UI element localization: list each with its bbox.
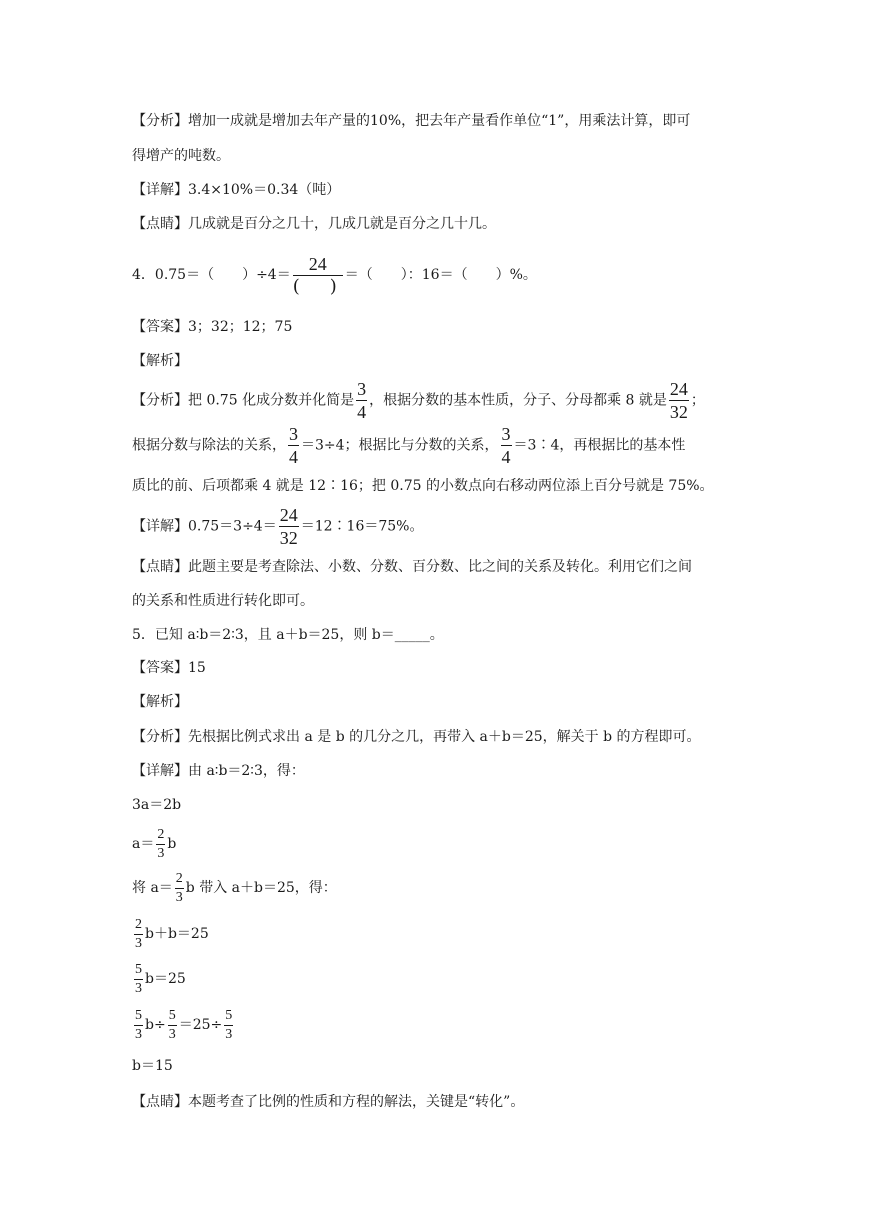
fraction-5-3: $\frac{5}{3}$ (168, 1007, 176, 1042)
q5-step-4: $\frac{2}{3}$ b＋b＝25 (135, 916, 209, 951)
fraction-2-3: $\frac{2}{3}$ (157, 826, 165, 861)
q4-analysis-line-2: 根据分数与除法的关系， $\frac{3}{4}$ ＝3÷4；根据比与分数的关系， $\frac{3}{4}$ ＝3∶4，再根据比的基本性 (132, 424, 686, 467)
fraction-24-32: $\frac{24}{32}$ (279, 505, 298, 548)
question-5-stem: 5．已知 a∶b＝2∶3，且 a＋b＝25，则 b＝_____。 (132, 627, 444, 643)
q5-jiexi: 【解析】 (132, 694, 188, 710)
fraction-24-over-blank: $\frac{24}{( )}$ (292, 253, 343, 297)
q5-step-6: $\frac{5}{3}$ b÷ $\frac{5}{3}$ ＝25÷ $\frac{5}{3}$ (135, 1007, 233, 1042)
fraction-2-3: $\frac{2}{3}$ (135, 916, 142, 951)
q5-tip: 【点睛】本题考查了比例的性质和方程的解法，关键是“转化”。 (132, 1094, 525, 1110)
tip-line: 【点睛】几成就是百分之几十，几成几就是百分之几十几。 (132, 216, 496, 232)
fraction-5-3: $\frac{5}{3}$ (225, 1007, 233, 1042)
q4-answer: 【答案】3；32；12；75 (132, 319, 293, 335)
q4-jiexi: 【解析】 (132, 353, 188, 369)
q4-analysis-line-1: 【分析】把 0.75 化成分数并化简是 $\frac{3}{4}$ ，根据分数的基本性质，分子、分母都乘 8 就是 $\frac{24}{32}$ ； (132, 379, 705, 422)
fraction-5-3: $\frac{5}{3}$ (135, 961, 142, 996)
fraction-3-4: $\frac{3}{4}$ (289, 424, 298, 467)
q5-analysis: 【分析】先根据比例式求出 a 是 b 的几分之几，再带入 a＋b＝25，解关于 b 的方程即可。 (132, 729, 701, 745)
detail-line: 【详解】3.4×10%＝0.34（吨） (132, 182, 341, 198)
question-4-stem: 4．0.75＝（ ）÷4＝ $\frac{24}{( )}$ ＝（ ）：16＝（ ）%。 (132, 253, 537, 297)
fraction-3-4: $\frac{3}{4}$ (501, 424, 511, 467)
q4-analysis-line-3: 质比的前、后项都乘 4 就是 12∶16；把 0.75 的小数点向右移动两位添上百分号就是 75%。 (132, 478, 714, 494)
q5-step-7: b＝15 (132, 1058, 173, 1074)
fraction-3-4: $\frac{3}{4}$ (357, 379, 367, 422)
q4-detail: 【详解】0.75＝3÷4＝ $\frac{24}{32}$ ＝12∶16＝75%。 (132, 505, 424, 548)
q4-tip-line-2: 的关系和性质进行转化即可。 (132, 593, 314, 609)
analysis-line-1: 【分析】增加一成就是增加去年产量的10%，把去年产量看作单位“1”，用乘法计算，即可 (132, 113, 691, 129)
q5-step-2: a＝ $\frac{2}{3}$ b (132, 826, 177, 861)
fraction-24-32: $\frac{24}{32}$ (669, 379, 688, 422)
analysis-line-2: 得增产的吨数。 (132, 148, 230, 164)
fraction-2-3: $\frac{2}{3}$ (175, 870, 183, 905)
q5-step-5: $\frac{5}{3}$ b＝25 (135, 961, 186, 996)
q4-tip-line-1: 【点睛】此题主要是考查除法、小数、分数、百分数、比之间的关系及转化。利用它们之间 (132, 559, 692, 575)
q5-step-3: 将 a＝ $\frac{2}{3}$ b 带入 a＋b＝25，得： (132, 870, 337, 905)
fraction-5-3: $\frac{5}{3}$ (135, 1007, 142, 1042)
q5-answer: 【答案】15 (132, 660, 206, 676)
q5-detail: 【详解】由 a∶b＝2∶3，得： (132, 763, 305, 779)
q5-step-1: 3a＝2b (132, 797, 182, 813)
